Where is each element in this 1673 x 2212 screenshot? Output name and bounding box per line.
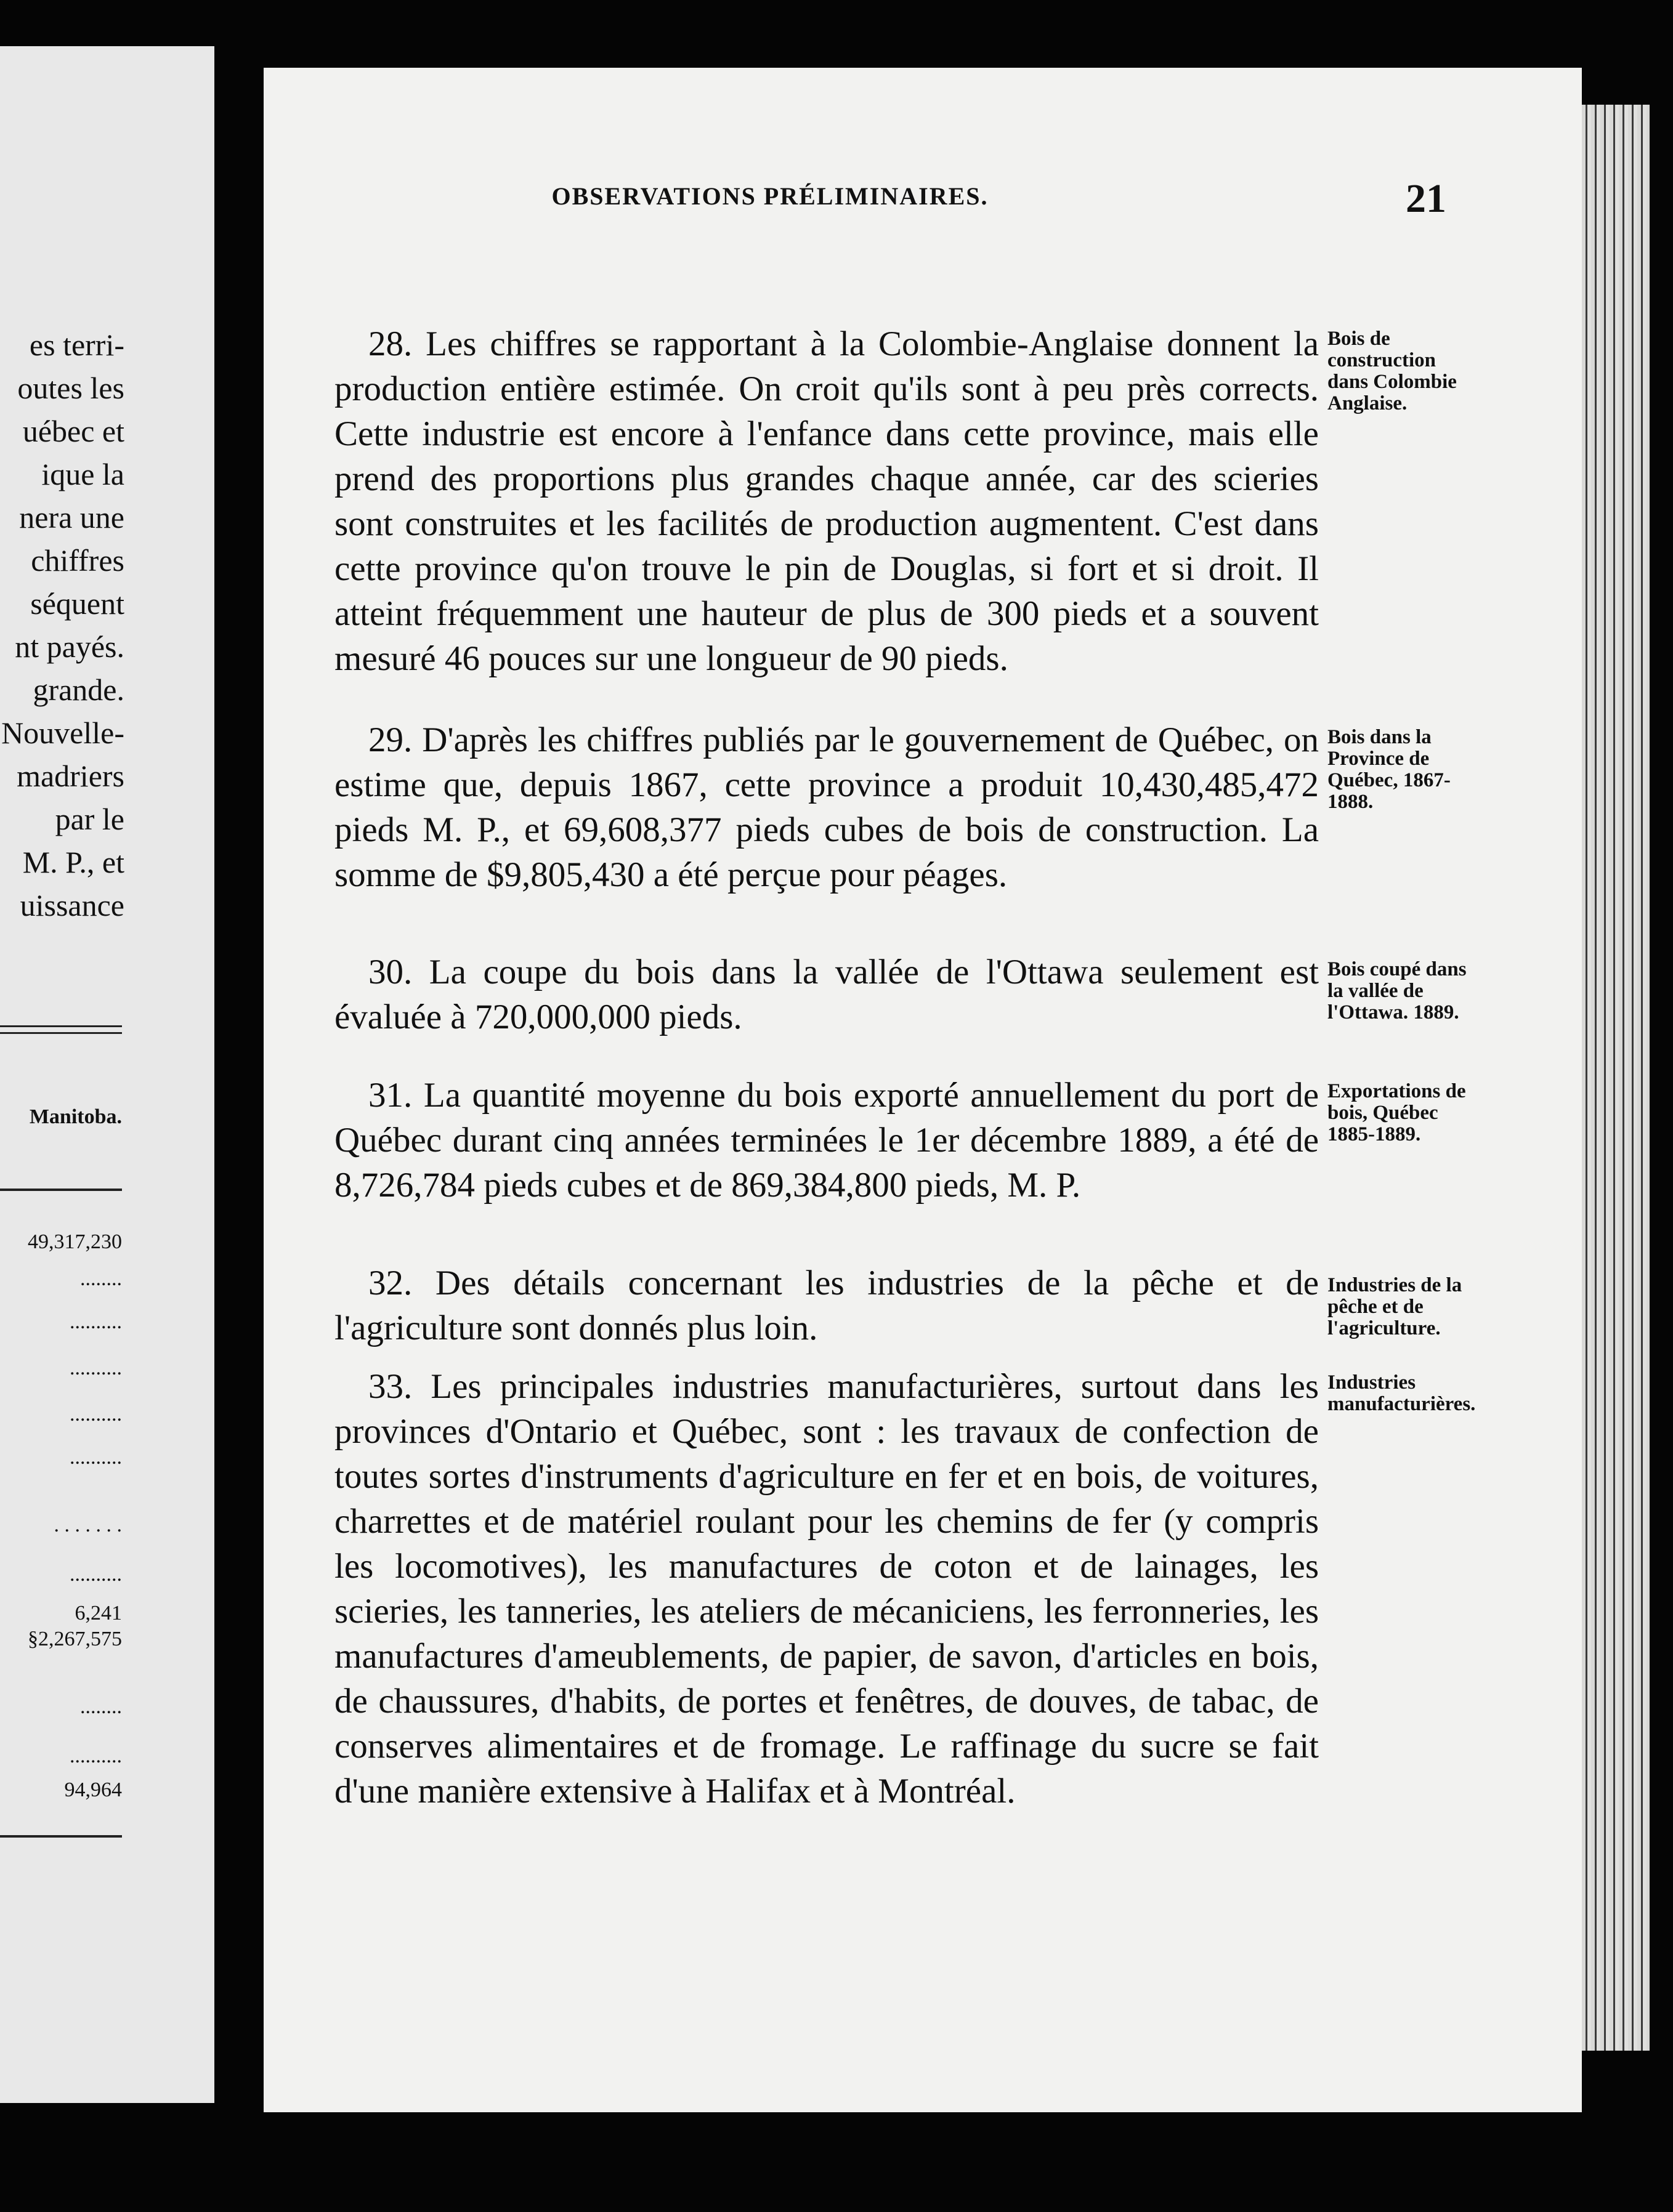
paragraph-28 — [334, 321, 1319, 681]
page-edges — [1582, 105, 1650, 2051]
paragraph-number: 31. — [368, 1076, 413, 1115]
column-value: .......... — [70, 1357, 122, 1379]
table-rule — [0, 1835, 122, 1838]
left-text-line: uébec et — [22, 414, 124, 448]
column-value: .......... — [70, 1310, 122, 1333]
left-text-line: Nouvelle- — [1, 716, 124, 750]
left-text-line: madriers — [17, 759, 124, 793]
left-text-line: nera une — [19, 500, 124, 535]
left-page-fragment — [0, 46, 214, 2103]
column-value: ........ — [80, 1695, 122, 1718]
column-value: .......... — [70, 1745, 122, 1767]
sidenote-28: Bois de construction dans Colombie Anglaise. — [1327, 328, 1457, 414]
column-value: 49,317,230 — [28, 1230, 122, 1253]
sidenote-32: Industries de la pêche et de l'agriculture. — [1327, 1274, 1462, 1339]
left-text-line: es terri- — [29, 328, 124, 362]
paragraph-number: 28. — [368, 325, 413, 363]
left-text-line: nt payés. — [15, 629, 124, 664]
paragraph-text: La quantité moyenne du bois exporté annuellement du port de Québec durant cinq années terminées le 1er décembre 1889, a été de 8,726,784 pieds cubes et de 869,384,800 pieds, M. P. — [334, 1076, 1319, 1205]
sidenote-31: Exportations de bois, Québec 1885-1889. — [1327, 1080, 1466, 1145]
left-text-line: outes les — [17, 371, 124, 405]
column-value: ........ — [80, 1267, 122, 1290]
paragraph-number: 33. — [368, 1367, 413, 1406]
sidenote-33: Industries manufacturières. — [1327, 1371, 1476, 1415]
left-text-line: M. P., et — [22, 845, 124, 879]
left-text-line: chiffres — [31, 543, 124, 578]
paragraph-31 — [334, 1073, 1319, 1208]
column-value: .......... — [70, 1403, 122, 1426]
paragraph-33 — [334, 1364, 1319, 1814]
table-rule — [0, 1025, 122, 1034]
paragraph-text: La coupe du bois dans la vallée de l'Ottawa seulement est évaluée à 720,000,000 pieds. — [334, 953, 1319, 1036]
column-value: .......... — [70, 1563, 122, 1586]
page-number: 21 — [1406, 176, 1446, 221]
sidenote-30: Bois coupé dans la vallée de l'Ottawa. 1889. — [1327, 958, 1467, 1023]
left-text-line: par le — [55, 802, 124, 836]
paragraph-text: Les chiffres se rapportant à la Colombie-Anglaise donnent la production entière estimée. On croit qu'ils sont à peu près corrects. Cette industrie est encore à l'enfance dans cette province, mais elle prend des proportions plus grandes chaque année, car des scieries sont construites et les facilités de production augmentent. C'est dans cette province qu'on trouve le pin de Douglas, si fort et si droit. Il atteint fréquemment une hauteur de plus de 300 pieds et a souvent mesuré 46 pouces sur une longueur de 90 pieds. — [334, 325, 1319, 678]
left-text-line: ique la — [41, 457, 124, 491]
column-value: . . . . . . . — [54, 1514, 122, 1536]
paragraph-32 — [334, 1261, 1319, 1350]
sidenote-29: Bois dans la Province de Québec, 1867-1888. — [1327, 726, 1451, 813]
column-value: §2,267,575 — [28, 1628, 122, 1650]
paragraph-number: 30. — [368, 953, 413, 991]
paragraph-number: 32. — [368, 1264, 413, 1302]
column-value: .......... — [70, 1446, 122, 1469]
column-value: 94,964 — [64, 1778, 122, 1801]
left-text-line: uissance — [20, 888, 124, 922]
paragraph-30 — [334, 950, 1319, 1039]
paragraph-29 — [334, 717, 1319, 897]
column-header: Manitoba. — [29, 1105, 122, 1128]
left-text-line: grande. — [33, 672, 124, 707]
running-head: OBSERVATIONS PRÉLIMINAIRES. — [551, 182, 989, 210]
left-text-line: séquent — [30, 586, 124, 621]
paragraph-number: 29. — [368, 721, 413, 759]
paragraph-text: D'après les chiffres publiés par le gouvernement de Québec, on estime que, depuis 1867, cette province a produit 10,430,485,472 pieds M. P., et 69,608,377 pieds cubes de bois de construction. La somme de $9,805,430 a été perçue pour péages. — [334, 721, 1319, 894]
table-rule — [0, 1189, 122, 1191]
paragraph-text: Des détails concernant les industries de la pêche et de l'agriculture sont donnés plus loin. — [334, 1264, 1319, 1347]
paragraph-text: Les principales industries manufacturières, surtout dans les provinces d'Ontario et Québec, sont : les travaux de confection de toutes sortes d'instruments d'agriculture en fer et en bois, de voitures, charrettes et de matériel roulant pour les chemins de fer (y compris les locomotives), les manufactures de coton et de lainages, les scieries, les tanneries, les ateliers de mécaniciens, les ferronneries, les manufactures d'ameublements, de papier, de savon, d'articles en bois, de chaussures, d'habits, de portes et fenêtres, de douves, de tabac, de conserves alimentaires et de fromage. Le raffinage du sucre se fait d'une manière extensive à Halifax et à Montréal. — [334, 1367, 1319, 1810]
column-value: 6,241 — [75, 1602, 122, 1625]
